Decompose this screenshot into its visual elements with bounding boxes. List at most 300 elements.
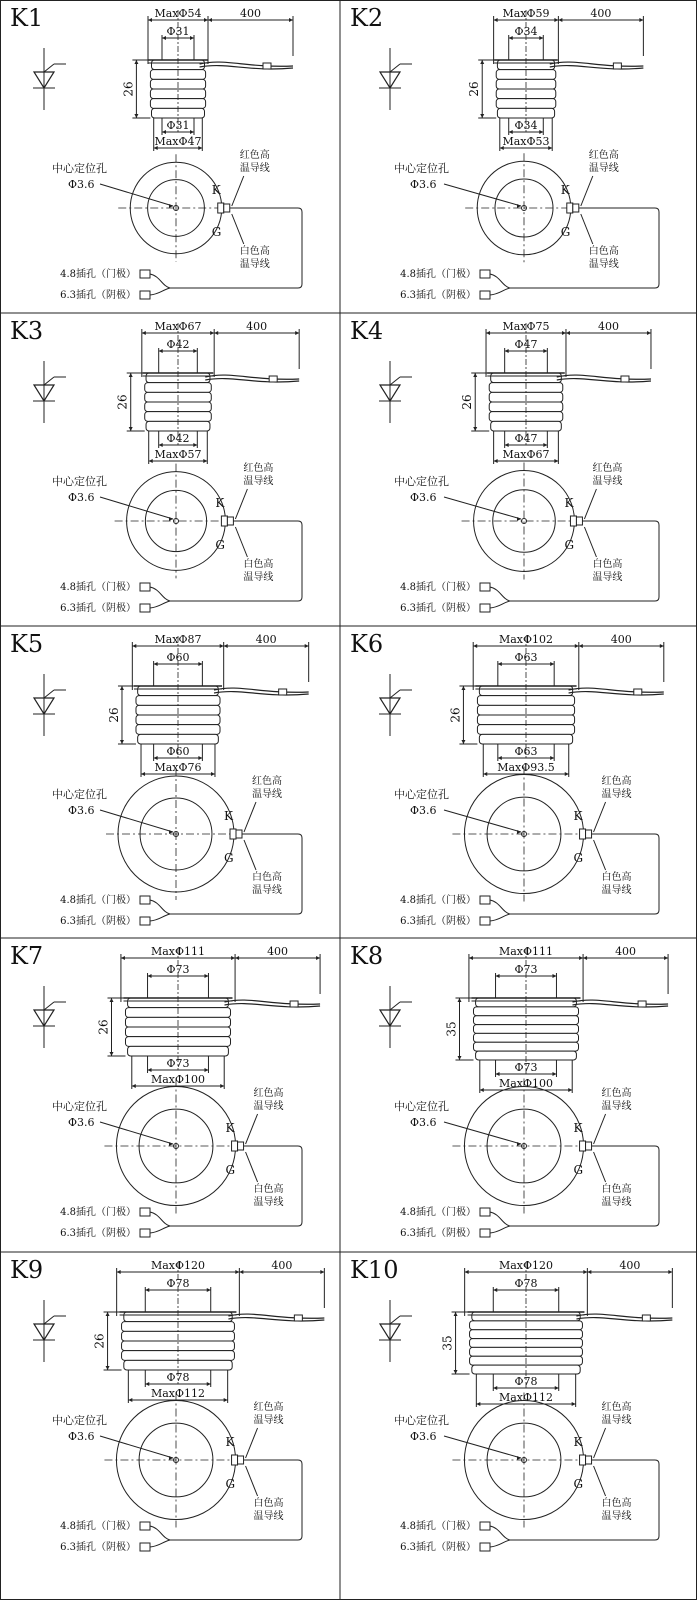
leader-line	[594, 840, 606, 870]
dimension-arrow	[106, 1312, 110, 1316]
cathode-lead-label: K	[573, 1435, 583, 1449]
max-diameter-top: MaxΦ54	[154, 7, 202, 20]
dimension-arrow	[208, 18, 212, 22]
terminal-block	[232, 1455, 238, 1465]
center-hole-label: 中心定位孔	[52, 475, 107, 488]
red-wire-label: 红色高	[601, 1088, 632, 1099]
cable-split	[490, 587, 510, 601]
cathode-lead-label: K	[224, 809, 233, 823]
cable-split	[150, 1212, 170, 1226]
gate-lead-label: G	[224, 851, 234, 865]
max-diameter-bottom: MaxΦ67	[502, 448, 550, 461]
side-view	[441, 1259, 673, 1407]
dimension-arrow	[109, 1052, 113, 1056]
leader-line	[100, 497, 173, 519]
gate-connector	[480, 896, 490, 904]
dimension-arrow	[214, 331, 218, 335]
dimension-arrow	[461, 686, 465, 690]
cable-split	[150, 914, 170, 921]
gate-lead-label: G	[225, 1163, 236, 1177]
cathode-connector	[140, 604, 150, 612]
leader-line	[235, 489, 247, 519]
dimension-arrow	[132, 644, 136, 648]
dimension-arrow	[231, 956, 235, 960]
dimension-arrow	[193, 443, 197, 447]
dimension-arrow	[517, 204, 521, 208]
terminal-block	[232, 1141, 238, 1151]
leader-line	[100, 1436, 173, 1458]
dimension-arrow	[550, 662, 554, 666]
plan-view	[394, 1078, 659, 1239]
panel-k4	[350, 317, 659, 614]
cable-split	[150, 900, 170, 914]
dimension-arrow	[517, 830, 521, 834]
side-view	[444, 945, 668, 1093]
leader-line	[584, 489, 596, 519]
dimension-arrow	[498, 756, 502, 760]
dimension-arrow	[207, 1288, 211, 1292]
red-wire-label: 红色高	[239, 150, 270, 161]
terminal-block	[586, 1456, 592, 1464]
leader-line	[581, 214, 593, 244]
thyristor-symbol-icon	[379, 1300, 412, 1362]
symbol-gate	[390, 1002, 400, 1010]
cathode-terminal-label: 6.3插孔（阴极）	[400, 1542, 476, 1553]
cathode-lead-label: K	[211, 183, 221, 197]
max-diameter-bottom: MaxΦ100	[498, 1077, 554, 1090]
dimension-arrow	[461, 740, 465, 744]
terminal-block	[580, 1141, 586, 1151]
panel-k6	[350, 630, 664, 927]
symbol-gate	[390, 1316, 400, 1324]
dimension-arrow	[517, 1456, 521, 1460]
height-dimension: 26	[121, 81, 136, 97]
dimension-arrow	[568, 1088, 572, 1092]
red-wire-label: 温导线	[601, 1415, 632, 1426]
terminal-block	[580, 829, 586, 839]
dimension-arrow	[587, 1270, 591, 1274]
inner-diameter-top: Φ31	[166, 25, 190, 38]
dimension-arrow	[159, 349, 163, 353]
symbol-gate	[44, 1316, 54, 1324]
panel-id-label: K4	[350, 317, 384, 345]
dimension-arrow	[109, 998, 113, 1002]
height-dimension: 26	[92, 1333, 107, 1349]
cathode-connector	[140, 291, 150, 299]
center-hole-diameter: Φ3.6	[68, 491, 95, 504]
inner-diameter-top: Φ34	[514, 25, 538, 38]
symbol-gate	[44, 377, 54, 385]
thyristor-symbol-icon	[379, 361, 412, 423]
lead-crimp	[613, 63, 621, 69]
dimension-arrow	[159, 443, 163, 447]
dimension-arrow	[496, 1072, 500, 1076]
white-wire-label: 白色高	[239, 246, 270, 257]
side-view	[93, 1259, 325, 1403]
dimension-arrow	[129, 373, 133, 377]
inner-diameter-bottom: Φ73	[514, 1061, 538, 1074]
cathode-terminal-label: 6.3插孔（阴极）	[400, 290, 476, 301]
white-wire-label: 温导线	[239, 259, 270, 270]
lead-length-dimension: 400	[619, 1259, 641, 1272]
dimension-arrow	[320, 1270, 324, 1274]
white-wire-label: 白色高	[588, 246, 619, 257]
red-wire-label: 红色高	[253, 1088, 284, 1099]
dimension-arrow	[583, 1270, 587, 1274]
panel-k3	[10, 317, 302, 614]
center-hole-diameter: Φ3.6	[410, 804, 437, 817]
gate-connector	[480, 583, 490, 591]
cathode-connector	[480, 604, 490, 612]
dimension-arrow	[289, 18, 293, 22]
plan-view	[52, 768, 302, 927]
dimension-arrow	[660, 644, 664, 648]
lead-length-dimension: 400	[597, 320, 619, 333]
panel-id-label: K9	[10, 1256, 44, 1284]
terminal-block	[573, 204, 579, 212]
panel-k7	[10, 942, 320, 1239]
dimension-arrow	[483, 772, 487, 776]
terminal-block	[576, 517, 582, 525]
cable-split	[490, 1540, 510, 1547]
cable-route	[170, 834, 302, 914]
cathode-connector	[480, 291, 490, 299]
cable-route	[170, 521, 302, 601]
plan-view	[394, 1392, 659, 1553]
max-diameter-bottom: MaxΦ100	[150, 1073, 206, 1086]
dimension-arrow	[517, 1142, 521, 1146]
gate-terminal-label: 4.8插孔（门极）	[60, 1521, 136, 1532]
max-diameter-bottom: MaxΦ57	[154, 448, 202, 461]
max-diameter-top: MaxΦ59	[502, 7, 550, 20]
dimension-arrow	[480, 114, 484, 118]
dimension-arrow	[235, 1270, 239, 1274]
gate-connector	[140, 1522, 150, 1530]
white-wire-label: 温导线	[243, 572, 274, 583]
height-dimension: 35	[444, 1021, 459, 1037]
cathode-terminal-label: 6.3插孔（阴极）	[60, 1228, 136, 1239]
dimension-arrow	[210, 331, 214, 335]
cable-split	[150, 601, 170, 608]
center-hole-label: 中心定位孔	[52, 788, 107, 801]
dimension-arrow	[509, 130, 513, 134]
dimension-arrow	[457, 998, 461, 1002]
gate-connector	[140, 583, 150, 591]
cathode-lead-label: K	[215, 496, 225, 510]
cathode-connector	[480, 1543, 490, 1551]
center-hole-diameter: Φ3.6	[68, 1430, 95, 1443]
thyristor-symbol-icon	[33, 361, 66, 423]
leader-line	[232, 214, 244, 244]
max-diameter-bottom: MaxΦ47	[154, 135, 202, 148]
white-wire-label: 温导线	[253, 1197, 284, 1208]
side-view	[107, 633, 309, 777]
center-hole-diameter: Φ3.6	[410, 1116, 437, 1129]
dimension-arrow	[543, 443, 547, 447]
dimension-arrow	[552, 1072, 556, 1076]
cathode-connector	[140, 1543, 150, 1551]
terminal-block	[570, 516, 576, 526]
dimension-arrow	[476, 1402, 480, 1406]
dimension-arrow	[207, 1382, 211, 1386]
red-wire-label: 红色高	[601, 1402, 632, 1413]
leader-line	[100, 1122, 173, 1144]
center-hole-label: 中心定位孔	[394, 788, 449, 801]
symbol-gate	[390, 690, 400, 698]
dimension-arrow	[220, 644, 224, 648]
leader-line	[246, 1114, 258, 1144]
max-diameter-top: MaxΦ102	[498, 633, 554, 646]
dimension-arrow	[494, 459, 498, 463]
plan-view	[52, 1392, 302, 1553]
gate-connector	[480, 1522, 490, 1530]
dimension-arrow	[572, 1402, 576, 1406]
dimension-arrow	[129, 427, 133, 431]
dimension-arrow	[554, 18, 558, 22]
cable-split	[490, 1526, 510, 1540]
dimension-arrow	[141, 772, 145, 776]
leader-line	[444, 810, 521, 832]
dimension-arrow	[579, 956, 583, 960]
inner-diameter-top: Φ73	[166, 963, 190, 976]
center-hole-diameter: Φ3.6	[410, 491, 437, 504]
leader-line	[594, 1428, 606, 1458]
plan-view	[394, 766, 659, 927]
terminal-block	[586, 830, 592, 838]
leader-line	[244, 802, 256, 832]
panel-id-label: K2	[350, 4, 384, 32]
cable-route	[510, 1146, 659, 1226]
dimension-arrow	[583, 956, 587, 960]
panel-k10	[350, 1256, 672, 1553]
dimension-arrow	[486, 331, 490, 335]
center-hole-label: 中心定位孔	[394, 1100, 449, 1113]
terminal-block	[224, 204, 230, 212]
inner-diameter-top: Φ73	[514, 963, 538, 976]
cathode-connector	[480, 917, 490, 925]
cathode-terminal-label: 6.3插孔（阴极）	[60, 603, 136, 614]
side-view	[460, 320, 651, 464]
inner-diameter-top: Φ78	[514, 1277, 538, 1290]
dimension-arrow	[235, 956, 239, 960]
cable-split	[490, 274, 510, 288]
dimension-arrow	[117, 1270, 121, 1274]
lead-length-dimension: 400	[610, 633, 632, 646]
dimension-arrow	[554, 459, 558, 463]
thyristor-symbol-icon	[33, 674, 66, 736]
plan-view	[52, 148, 302, 301]
cable-split	[150, 1526, 170, 1540]
side-view	[467, 7, 643, 151]
leader-line	[594, 1466, 606, 1496]
max-diameter-bottom: MaxΦ112	[150, 1387, 206, 1400]
plan-view	[394, 148, 659, 301]
dimension-arrow	[154, 756, 158, 760]
gate-lead-label: G	[573, 1163, 584, 1177]
inner-diameter-top: Φ78	[166, 1277, 190, 1290]
gate-terminal-label: 4.8插孔（门极）	[400, 1207, 476, 1218]
dimension-arrow	[505, 349, 509, 353]
max-diameter-top: MaxΦ111	[150, 945, 206, 958]
dimension-arrow	[552, 974, 556, 978]
center-hole-diameter: Φ3.6	[68, 804, 95, 817]
dimension-arrow	[575, 644, 579, 648]
height-dimension: 26	[460, 394, 475, 410]
inner-diameter-top: Φ63	[514, 651, 538, 664]
leader-line	[100, 184, 173, 206]
red-wire-label: 温导线	[592, 476, 623, 487]
leader-line	[584, 527, 596, 557]
cable-split	[490, 900, 510, 914]
red-wire-label: 温导线	[601, 1101, 632, 1112]
leader-line	[246, 1428, 258, 1458]
dimension-arrow	[473, 644, 477, 648]
white-wire-label: 白色高	[592, 559, 623, 570]
lead-length-dimension: 400	[267, 945, 289, 958]
dimension-arrow	[565, 772, 569, 776]
leader-line	[246, 1152, 258, 1182]
panel-k1	[10, 4, 302, 301]
inner-diameter-bottom: Φ63	[514, 745, 538, 758]
cable-split	[490, 914, 510, 921]
leader-line	[594, 1114, 606, 1144]
lead-crimp	[634, 689, 642, 695]
inner-diameter-top: Φ42	[166, 338, 190, 351]
cathode-terminal-label: 6.3插孔（阴极）	[60, 290, 136, 301]
dimension-arrow	[134, 114, 138, 118]
dimension-arrow	[496, 974, 500, 978]
white-wire-label: 白色高	[252, 872, 282, 883]
terminal-block	[227, 517, 233, 525]
height-dimension: 26	[467, 81, 482, 97]
panel-id-label: K10	[350, 1256, 399, 1284]
white-wire-label: 温导线	[588, 259, 619, 270]
lead-length-dimension: 400	[255, 633, 277, 646]
dimension-arrow	[473, 373, 477, 377]
dimension-arrow	[550, 756, 554, 760]
dimension-arrow	[145, 1288, 149, 1292]
leader-line	[444, 1122, 521, 1144]
gate-connector	[140, 1208, 150, 1216]
gate-connector	[140, 896, 150, 904]
cable-route	[510, 208, 659, 288]
inner-diameter-bottom: Φ78	[514, 1375, 538, 1388]
panel-id-label: K8	[350, 942, 384, 970]
cable-split	[150, 1226, 170, 1233]
center-hole-label: 中心定位孔	[394, 1414, 449, 1427]
dimension-arrow	[543, 349, 547, 353]
lead-crimp	[290, 1001, 298, 1007]
leader-line	[594, 1152, 606, 1182]
cathode-connector	[140, 917, 150, 925]
symbol-gate	[390, 64, 400, 72]
dimension-arrow	[169, 204, 173, 208]
white-wire-label: 白色高	[253, 1184, 284, 1195]
cable-split	[490, 1212, 510, 1226]
lead-length-dimension: 400	[590, 7, 612, 20]
gate-connector	[140, 270, 150, 278]
terminal-block	[586, 1142, 592, 1150]
panel-k9	[10, 1256, 324, 1553]
dimension-arrow	[169, 1142, 173, 1146]
plan-view	[394, 461, 659, 614]
gate-lead-label: G	[573, 851, 584, 865]
symbol-gate	[44, 690, 54, 698]
panel-k8	[350, 942, 668, 1239]
max-diameter-bottom: MaxΦ53	[502, 135, 550, 148]
red-wire-label: 温导线	[253, 1101, 284, 1112]
cable-route	[510, 1460, 659, 1540]
dimension-arrow	[566, 331, 570, 335]
gate-terminal-label: 4.8插孔（门极）	[400, 895, 476, 906]
cathode-connector	[480, 1229, 490, 1237]
white-wire-label: 白色高	[243, 559, 274, 570]
white-wire-label: 温导线	[252, 885, 282, 896]
white-wire-label: 温导线	[601, 1197, 632, 1208]
lead-crimp	[263, 63, 271, 69]
max-diameter-top: MaxΦ67	[154, 320, 202, 333]
dimension-arrow	[224, 644, 228, 648]
dimension-arrow	[204, 974, 208, 978]
gate-terminal-label: 4.8插孔（门极）	[60, 582, 136, 593]
center-hole-label: 中心定位孔	[52, 162, 107, 175]
lead-length-dimension: 400	[271, 1259, 293, 1272]
red-wire-label: 红色高	[253, 1402, 284, 1413]
leader-line	[246, 1466, 258, 1496]
leader-line	[444, 497, 521, 519]
symbol-gate	[44, 64, 54, 72]
dimension-arrow	[562, 331, 566, 335]
white-wire-label: 温导线	[253, 1511, 284, 1522]
leader-line	[581, 176, 593, 206]
lead-crimp	[621, 376, 629, 382]
gate-terminal-label: 4.8插孔（门极）	[400, 1521, 476, 1532]
dimension-arrow	[647, 331, 651, 335]
dimension-arrow	[457, 1056, 461, 1060]
dimension-arrow	[469, 956, 473, 960]
red-wire-label: 温导线	[243, 476, 274, 487]
red-wire-label: 温导线	[601, 789, 632, 800]
height-dimension: 26	[106, 707, 121, 723]
dimension-arrow	[169, 830, 173, 834]
dimension-arrow	[134, 60, 138, 64]
dimension-arrow	[204, 18, 208, 22]
gate-lead-label: G	[573, 1477, 584, 1491]
dimension-arrow	[132, 1084, 136, 1088]
height-dimension: 26	[115, 394, 130, 410]
dimension-arrow	[494, 18, 498, 22]
cathode-lead-label: K	[564, 496, 574, 510]
gate-terminal-label: 4.8插孔（门极）	[60, 269, 136, 280]
gate-lead-label: G	[211, 225, 222, 239]
red-wire-label: 红色高	[243, 463, 274, 474]
red-wire-label: 红色高	[252, 776, 282, 787]
gate-lead-label: G	[560, 225, 571, 239]
dimension-arrow	[493, 1288, 497, 1292]
dimension-arrow	[148, 18, 152, 22]
dimension-arrow	[480, 1088, 484, 1092]
inner-diameter-bottom: Φ31	[166, 119, 190, 132]
thyristor-symbol-icon	[379, 674, 412, 736]
thyristor-symbol-icon	[379, 48, 412, 110]
cable-split	[490, 1226, 510, 1233]
white-wire-label: 白色高	[601, 1498, 632, 1509]
terminal-block	[238, 1456, 244, 1464]
lead-crimp	[279, 689, 287, 695]
dimension-arrow	[454, 1312, 458, 1316]
cathode-lead-label: K	[573, 809, 583, 823]
leader-line	[244, 840, 256, 870]
